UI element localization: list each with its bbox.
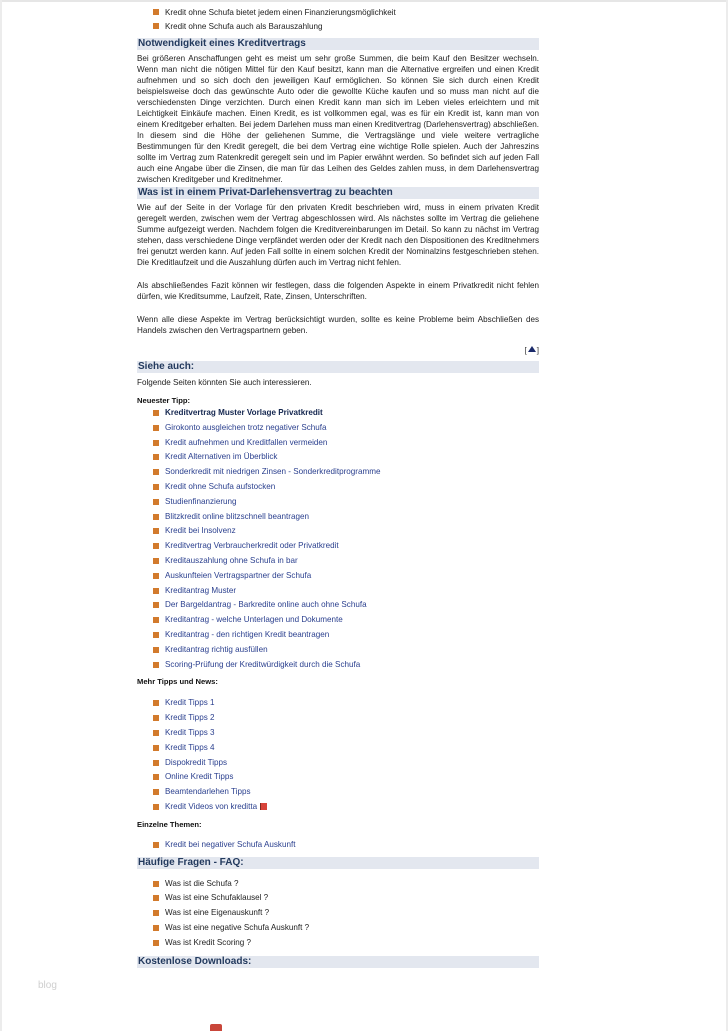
section-heading-notwendigkeit: Notwendigkeit eines Kreditvertrags bbox=[137, 38, 539, 50]
list-item bbox=[137, 838, 539, 853]
list-item bbox=[137, 628, 539, 643]
siehe-auch-intro: Folgende Seiten könnten Sie auch interessieren. bbox=[137, 378, 312, 387]
paragraph: Wenn alle diese Aspekte im Vertrag berücksichtigt wurden, sollte es keine Probleme beim Abschließen des Handels zwischen den Vertragspartnern geben. bbox=[137, 315, 539, 335]
faq-link-schufa[interactable]: Was ist die Schufa ? bbox=[165, 878, 239, 888]
link-kreditantrag-muster[interactable]: Kreditantrag Muster bbox=[165, 585, 237, 595]
link-kreditfallen[interactable]: Kredit aufnehmen und Kreditfallen vermeiden bbox=[165, 437, 328, 447]
square-bullet-icon bbox=[153, 573, 159, 579]
square-bullet-icon bbox=[153, 760, 159, 766]
square-bullet-icon bbox=[153, 647, 159, 653]
list-item bbox=[137, 756, 539, 771]
list-item bbox=[137, 569, 539, 584]
arrow-up-icon[interactable] bbox=[528, 346, 536, 352]
list-item: Kredit ohne Schufa auch als Barauszahlung bbox=[137, 20, 539, 34]
faq-list bbox=[137, 877, 539, 951]
link-kredit-tipps-4[interactable]: Kredit Tipps 4 bbox=[165, 742, 215, 752]
list-item bbox=[137, 643, 539, 658]
square-bullet-icon bbox=[153, 617, 159, 623]
section-heading-siehe-auch: Siehe auch: bbox=[137, 361, 539, 373]
link-kredit-videos[interactable]: Kredit Videos von kreditta bbox=[165, 801, 258, 811]
link-scoring-pruefung[interactable]: Scoring-Prüfung der Kreditwürdigkeit durch die Schufa bbox=[165, 659, 361, 669]
square-bullet-icon bbox=[153, 602, 159, 608]
list-item bbox=[137, 450, 539, 465]
download-icon[interactable] bbox=[210, 1024, 222, 1031]
list-item bbox=[137, 465, 539, 480]
list-item bbox=[137, 524, 539, 539]
square-bullet-icon bbox=[153, 910, 159, 916]
square-bullet-icon bbox=[153, 410, 159, 416]
list-item bbox=[137, 584, 539, 599]
square-bullet-icon bbox=[153, 730, 159, 736]
square-bullet-icon bbox=[153, 543, 159, 549]
main-content bbox=[137, 6, 539, 968]
list-item bbox=[137, 554, 539, 569]
square-bullet-icon bbox=[153, 700, 159, 706]
link-dispokredit-tipps[interactable]: Dispokredit Tipps bbox=[165, 757, 228, 767]
square-bullet-icon bbox=[153, 23, 159, 29]
square-bullet-icon bbox=[153, 440, 159, 446]
square-bullet-icon bbox=[153, 528, 159, 534]
square-bullet-icon bbox=[153, 789, 159, 795]
einzelne-themen-list bbox=[137, 838, 539, 853]
list-item bbox=[137, 891, 539, 906]
square-bullet-icon bbox=[153, 9, 159, 15]
list-item bbox=[137, 696, 539, 711]
list-item bbox=[137, 480, 539, 495]
square-bullet-icon bbox=[153, 499, 159, 505]
paragraph: Bei größeren Anschaffungen geht es meist um sehr große Summen, die beim Kauf den Besitzer wechseln. Wenn man nicht die nötigen Mittel für den Kauf besitzt, kann man die Alternative ergreifen und einen Kredit aufnehmen und so sich doch den jeweiligen Kauf ermöglichen. So können Sie sich durch einen Kredit beispielsweise doch das gewünschte Auto oder die gewollte Küche kaufen und so muss man nicht auf die verschiedensten Dinge verzichten. Durch einen Kredit kann man sich im Leben vieles erleichtern und mit Leichtigkeit Einkäufe machen. Einen Kredit, es ist vollkommen egal, was es für ein Kredit ist, kann man von einem Kreditgeber erhalten. Bei jedem Darlehen muss man einen Kreditvertrag (Darlehensvertrag) abschließen. In diesem sind die Höhe der geliehenen Summe, die Vertragslänge und viele weitere vertragliche Bestimmungen für den Kredit geregelt, die bei dem Vertrag eine wichtige Rolle spielen. Auch der Jahreszins sollte im Vertrag zum Ratenkredit geregelt sein und im Papier erwähnt werden. So befindet sich auf jeden Fall auch eine Angabe über die Zinsen, die man für das Leihen des Geldes zahlen muss, in dem Darlehensvertrag zwischen Kreditgeber und Kreditnehmer. bbox=[137, 54, 539, 184]
left-edge bbox=[0, 0, 2, 1031]
subheading-neuester-tipp: Neuester Tipp: bbox=[137, 396, 191, 405]
faq-link-schufaklausel[interactable]: Was ist eine Schufaklausel ? bbox=[165, 893, 269, 903]
list-item bbox=[137, 421, 539, 436]
square-bullet-icon bbox=[153, 588, 159, 594]
square-bullet-icon bbox=[153, 745, 159, 751]
section-heading-downloads: Kostenlose Downloads: bbox=[137, 956, 539, 968]
list-item bbox=[137, 613, 539, 628]
link-girokonto[interactable]: Girokonto ausgleichen trotz negativer Schufa bbox=[165, 422, 327, 432]
list-item bbox=[137, 510, 539, 525]
square-bullet-icon bbox=[153, 940, 159, 946]
list-item bbox=[137, 921, 539, 936]
list-item bbox=[137, 906, 539, 921]
link-online-kredit-tipps[interactable]: Online Kredit Tipps bbox=[165, 772, 234, 782]
link-kreditvertrag-muster[interactable]: Kreditvertrag Muster Vorlage Privatkredit bbox=[165, 408, 323, 417]
link-auskunfteien[interactable]: Auskunfteien Vertragspartner der Schufa bbox=[165, 570, 312, 580]
link-blitzkredit[interactable]: Blitzkredit online blitzschnell beantragen bbox=[165, 511, 309, 521]
square-bullet-icon bbox=[153, 484, 159, 490]
square-bullet-icon bbox=[153, 842, 159, 848]
subheading-mehr-tipps: Mehr Tipps und News: bbox=[137, 677, 218, 687]
link-unterlagen[interactable]: Kreditantrag - welche Unterlagen und Dokumente bbox=[165, 615, 343, 625]
mehr-tipps-list bbox=[137, 696, 539, 814]
square-bullet-icon bbox=[153, 881, 159, 887]
faq-link-negative-auskunft[interactable]: Was ist eine negative Schufa Auskunft ? bbox=[165, 922, 310, 932]
square-bullet-icon bbox=[153, 558, 159, 564]
list-item bbox=[137, 495, 539, 510]
square-bullet-icon bbox=[153, 514, 159, 520]
list-item bbox=[137, 406, 539, 421]
link-kredit-tipps-1[interactable]: Kredit Tipps 1 bbox=[165, 698, 215, 708]
section-heading-faq: Häufige Fragen - FAQ: bbox=[137, 857, 539, 869]
link-aufstocken[interactable]: Kredit ohne Schufa aufstocken bbox=[165, 481, 276, 491]
list-item bbox=[137, 770, 539, 785]
square-bullet-icon bbox=[153, 715, 159, 721]
link-bargeldantrag[interactable]: Der Bargeldantrag - Barkredite online auch ohne Schufa bbox=[165, 600, 367, 610]
square-bullet-icon bbox=[153, 925, 159, 931]
list-item bbox=[137, 598, 539, 613]
list-item bbox=[137, 711, 539, 726]
link-insolvenz[interactable]: Kredit bei Insolvenz bbox=[165, 526, 236, 536]
list-item bbox=[137, 741, 539, 756]
list-item bbox=[137, 800, 539, 815]
link-ausfuellen[interactable]: Kreditantrag richtig ausfüllen bbox=[165, 644, 268, 654]
square-bullet-icon bbox=[153, 662, 159, 668]
section-heading-privat: Was ist in einem Privat-Darlehensvertrag zu beachten bbox=[137, 187, 539, 199]
link-studienfinanzierung[interactable]: Studienfinanzierung bbox=[165, 496, 237, 506]
list-item bbox=[137, 936, 539, 951]
link-verbraucherkredit[interactable]: Kreditvertrag Verbraucherkredit oder Privatkredit bbox=[165, 541, 339, 551]
paragraph: Als abschließendes Fazit können wir festlegen, dass die folgenden Aspekte in einem Privatkredit nicht fehlen dürfen, wie Kreditsumme, Laufzeit, Rate, Zinsen, Unterschriften. bbox=[137, 281, 539, 301]
square-bullet-icon bbox=[153, 774, 159, 780]
link-negative-schufa-auskunft[interactable]: Kredit bei negativer Schufa Auskunft bbox=[165, 839, 296, 849]
back-to-top[interactable]: [ ] bbox=[524, 346, 539, 355]
list-item bbox=[137, 436, 539, 451]
link-beamtendarlehen-tipps[interactable]: Beamtendarlehen Tipps bbox=[165, 787, 251, 797]
list-item bbox=[137, 877, 539, 892]
square-bullet-icon bbox=[153, 469, 159, 475]
faq-link-kredit-scoring[interactable]: Was ist Kredit Scoring ? bbox=[165, 937, 252, 947]
top-edge bbox=[0, 0, 728, 2]
flag-icon bbox=[260, 803, 267, 810]
list-item bbox=[137, 785, 539, 800]
link-sonderkredit[interactable]: Sonderkredit mit niedrigen Zinsen - Sonderkreditprogramme bbox=[165, 467, 381, 477]
square-bullet-icon bbox=[153, 895, 159, 901]
list-item bbox=[137, 539, 539, 554]
subheading-einzelne-themen: Einzelne Themen: bbox=[137, 819, 202, 829]
square-bullet-icon bbox=[153, 632, 159, 638]
paragraph: Wie auf der Seite in der Vorlage für den privaten Kredit beschrieben wird, muss in einem privaten Kredit geregelt werden, zwischen wem der Vertrag abgeschlossen wird. Als nächstes sollte im Vertrag die geliehene Summe aufgezeigt werden. Nachdem folgen die Kreditvereinbarungen im Detail. So kann zu nächst im Vertrag stehen, dass verschiedene Dinge verpfändet werden oder der Kredit nach den Dispositionen des Kreditnehmers frei genutzt werden kann. Auf jeden Fall sollte in einem solchen Kredit der Nominalzins festgeschrieben stehen. Die Kreditlaufzeit und die Auszahlung dürfen auch im Vertrag nicht fehlen. bbox=[137, 203, 539, 267]
watermark: blog bbox=[38, 980, 57, 991]
list-item bbox=[137, 658, 539, 673]
square-bullet-icon bbox=[153, 454, 159, 460]
faq-link-eigenauskunft[interactable]: Was ist eine Eigenauskunft ? bbox=[165, 908, 270, 918]
square-bullet-icon bbox=[153, 804, 159, 810]
link-richtigen-kredit[interactable]: Kreditantrag - den richtigen Kredit beantragen bbox=[165, 629, 330, 639]
link-kredit-alternativen[interactable]: Kredit Alternativen im Überblick bbox=[165, 452, 278, 462]
list-item: Kredit ohne Schufa bietet jedem einen Finanzierungsmöglichkeit bbox=[137, 6, 539, 20]
link-kredit-tipps-2[interactable]: Kredit Tipps 2 bbox=[165, 713, 215, 723]
top-bullet-list bbox=[137, 6, 539, 34]
square-bullet-icon bbox=[153, 425, 159, 431]
link-kreditauszahlung[interactable]: Kreditauszahlung ohne Schufa in bar bbox=[165, 555, 298, 565]
list-item bbox=[137, 726, 539, 741]
link-kredit-tipps-3[interactable]: Kredit Tipps 3 bbox=[165, 727, 215, 737]
neuester-tipp-list bbox=[137, 406, 539, 672]
